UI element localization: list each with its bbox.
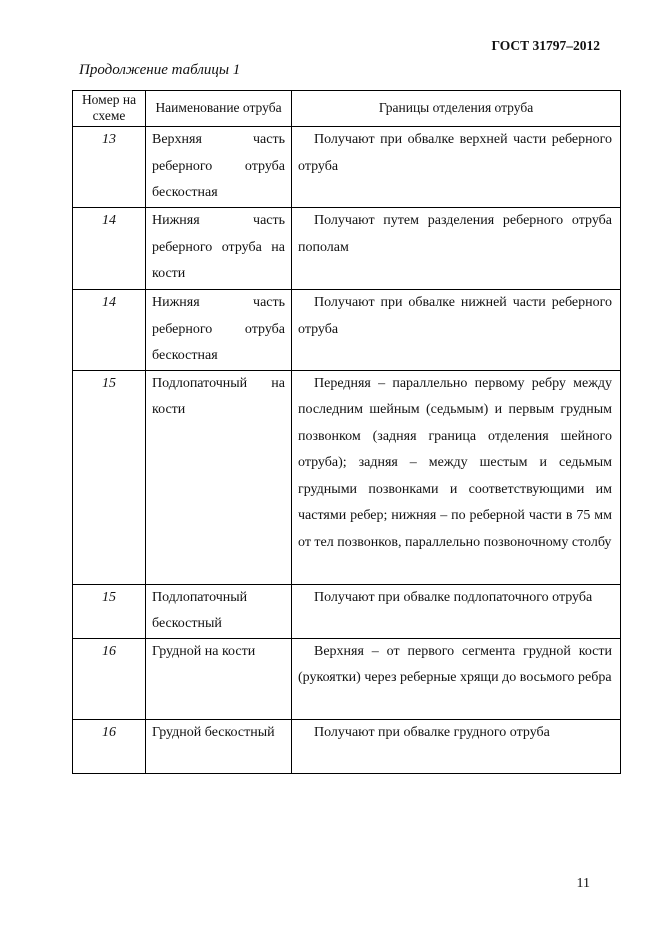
table-row bbox=[73, 127, 621, 208]
cell-number: 16 bbox=[73, 719, 146, 773]
cell-boundaries: Получают при обвалке нижней части реберного отруба bbox=[292, 290, 621, 371]
cell-boundaries: Получают при обвалке верхней части реберного отруба bbox=[292, 127, 621, 208]
cell-number: 14 bbox=[73, 290, 146, 371]
cell-boundaries: Получают при обвалке грудного отруба bbox=[292, 719, 621, 773]
cuts-table bbox=[72, 90, 621, 774]
cell-boundaries: Передняя – параллельно первому ребру между последним шейным (седьмым) и первым грудным позвонком (задняя граница отделения шейного отруба); задняя – между шестым и седьмым грудными позвонками и соответствующими им частями ребер; нижняя – по реберной части в 75 мм от тел позвонков, параллельно позвоночному столбу bbox=[292, 370, 621, 584]
cell-name: Грудной на кости bbox=[146, 638, 292, 719]
cell-boundaries: Получают путем разделения реберного отруба пополам bbox=[292, 208, 621, 290]
table-row bbox=[73, 370, 621, 584]
table-row bbox=[73, 638, 621, 719]
column-header-name: Наименование отруба bbox=[146, 91, 292, 127]
table-row bbox=[73, 719, 621, 773]
cell-number: 16 bbox=[73, 638, 146, 719]
table-row bbox=[73, 584, 621, 638]
table-row bbox=[73, 208, 621, 290]
table-header-row bbox=[73, 91, 621, 127]
column-header-boundaries: Границы отделения отруба bbox=[292, 91, 621, 127]
cell-name: Верхняя часть реберного отруба бескостная bbox=[146, 127, 292, 208]
cell-boundaries: Получают при обвалке подлопаточного отруба bbox=[292, 584, 621, 638]
cell-number: 15 bbox=[73, 370, 146, 584]
table-caption: Продолжение таблицы 1 bbox=[79, 62, 241, 78]
cell-name: Нижняя часть реберного отруба на кости bbox=[146, 208, 292, 290]
cell-name: Подлопаточный бескостный bbox=[146, 584, 292, 638]
cell-number: 14 bbox=[73, 208, 146, 290]
standard-number: ГОСТ 31797–2012 bbox=[491, 38, 600, 53]
cell-number: 13 bbox=[73, 127, 146, 208]
cell-name: Нижняя часть реберного отруба бескостная bbox=[146, 290, 292, 371]
column-header-number: Номер на схеме bbox=[73, 91, 146, 127]
cell-number: 15 bbox=[73, 584, 146, 638]
page-number: 11 bbox=[576, 876, 590, 891]
cell-name: Подлопаточный на кости bbox=[146, 370, 292, 584]
table-row bbox=[73, 290, 621, 371]
cell-name: Грудной бескостный bbox=[146, 719, 292, 773]
cell-boundaries: Верхняя – от первого сегмента грудной кости (рукоятки) через реберные хрящи до восьмого ребра bbox=[292, 638, 621, 719]
